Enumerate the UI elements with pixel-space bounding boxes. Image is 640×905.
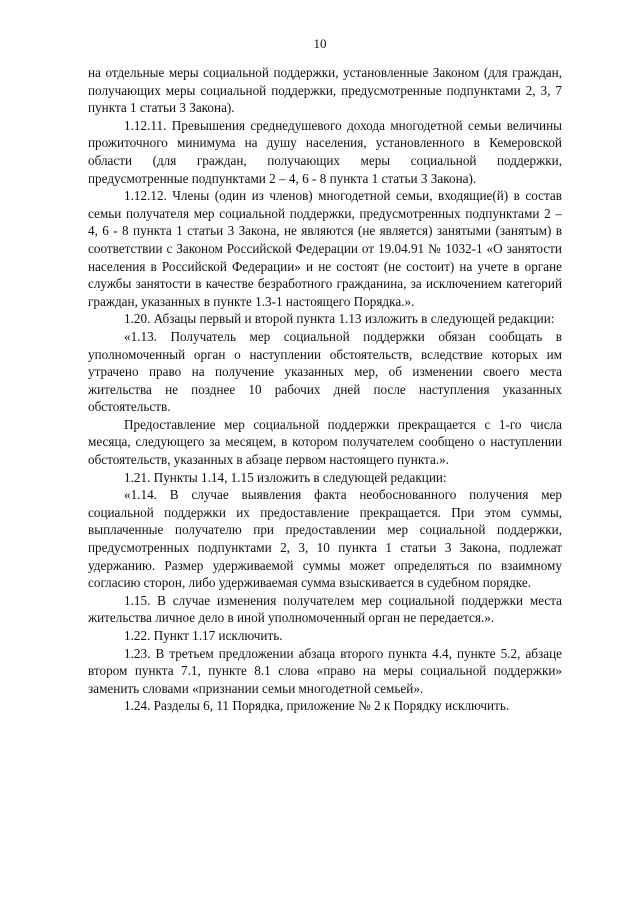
document-body xyxy=(88,64,562,715)
page-number: 10 xyxy=(313,36,327,51)
paragraph-1-13-quote: «1.13. Получатель мер социальной поддержки обязан сообщать в уполномоченный орган о наступлении обстоятельств, вследствие которых им утрачено право на получение указанных мер, об изменении своего места жительства не позднее 10 рабочих дней после наступления указанных обстоятельств. xyxy=(88,328,562,415)
paragraph-1-15-quote: 1.15. В случае изменения получателем мер социальной поддержки места жительства личное дело в иной уполномоченный орган не передается.». xyxy=(88,592,562,626)
paragraph-1-21: 1.21. Пункты 1.14, 1.15 изложить в следующей редакции: xyxy=(124,469,447,485)
paragraph-continuation: на отдельные меры социальной поддержки, установленные Законом (для граждан, получающих меры социальной поддержки, предусмотренные подпунктами 2, 3, 7 пункта 1 статьи 3 Закона). xyxy=(88,65,562,116)
paragraph-1-13-second: Предоставление мер социальной поддержки прекращается с 1-го числа месяца, следующего за месяцем, в котором получателем сообщено о наступлении обстоятельств, указанных в абзаце первом настоящего пункта.». xyxy=(88,416,562,468)
paragraph-1-24: 1.24. Разделы 6, 11 Порядка, приложение № 2 к Порядку исключить. xyxy=(124,698,510,714)
paragraph-1-12-12: 1.12.12. Члены (один из членов) многодетной семьи, входящие(й) в состав семьи получателя мер социальной поддержки, предусмотренных подпунктами 2 – 4, 6 - 8 пункта 1 статьи 3 Закона, не являются (не является) занятыми (занятым) в соответствии с Законом Российской Федерации от 19.04.91 № 1032-1 «О занятости населения в Российской Федерации» и не состоят (не состоит) на учете в органе службы занятости в качестве безработного гражданина, за исключением категорий граждан, указанных в пункте 1.3-1 настоящего Порядка.». xyxy=(88,188,562,309)
paragraph-1-20: 1.20. Абзацы первый и второй пункта 1.13 изложить в следующей редакции: xyxy=(124,311,555,327)
paragraph-1-14-quote: «1.14. В случае выявления факта необоснованного получения мер социальной поддержки их предоставление прекращается. При этом суммы, выплаченные получателю при предоставлении мер социальной поддержки, предусмотренных подпунктами 2, 3, 10 пункта 1 статьи 3 Закона, подлежат удержанию. Размер удерживаемой суммы может определяться по взаимному согласию сторон, либо удерживаемая сумма взыскивается в судебном порядке. xyxy=(88,487,562,591)
paragraph-1-22: 1.22. Пункт 1.17 исключить. xyxy=(124,628,283,643)
paragraph-1-23: 1.23. В третьем предложении абзаца второго пункта 4.4, пункте 5.2, абзаце втором пункта 7.1, пункте 8.1 слова «право на меры социальной поддержки» заменить словами «признании семьи многодетной семьей». xyxy=(88,645,562,696)
paragraph-1-12-11: 1.12.11. Превышения среднедушевого дохода многодетной семьи величины прожиточного минимума на душу населения, установленного в Кемеровской области (для граждан, получающих меры социальной поддержки, предусмотренные подпунктами 2 – 4, 6 - 8 пункта 1 статьи 3 Закона). xyxy=(88,117,562,186)
